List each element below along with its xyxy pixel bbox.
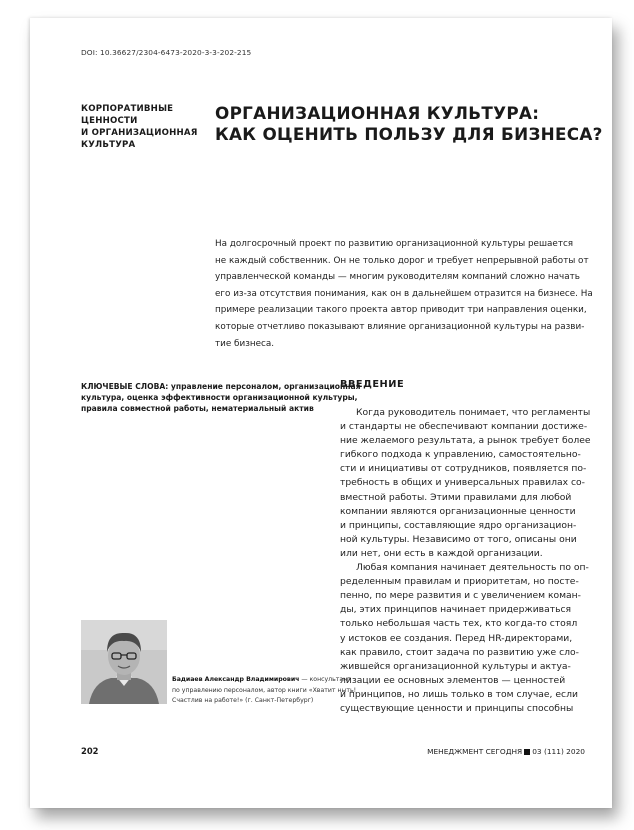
body-line: Когда руководитель понимает, что регламенты [356,407,591,418]
abstract-line: которые отчетливо показывают влияние организационной культуры на разви- [215,321,585,332]
author-name: Бадиаев Александр Владимирович [172,676,300,683]
body-line: и стандарты не обеспечивают компании достиже- [340,421,588,433]
body-line: вместной работы. Этими правилами для любой [340,491,572,503]
body-line: или нет, они есть в каждой организации. [340,547,543,559]
abstract-line: тие бизнеса. [215,338,275,349]
square-bullet-icon [524,749,530,755]
body-line: жившейся организационной культуры и актуа- [340,660,571,672]
keywords-line: культура, оценка эффективности организационной культуры, [81,393,358,402]
body-line: компании являются организационные ценности [340,505,576,517]
doi-line: DOI: 10.36627/2304-6473-2020-3-3-202-215 [81,48,252,57]
title-line: КАК ОЦЕНИТЬ ПОЛЬЗУ ДЛЯ БИЗНЕСА? [215,124,603,144]
abstract [215,236,593,352]
keywords [81,381,361,414]
section-heading: ВВЕДЕНИЕ [340,379,405,390]
body-text [340,406,590,716]
article-title [215,103,603,145]
rubric-line: КОРПОРАТИВНЫЕ [81,104,174,114]
rubric-line: И ОРГАНИЗАЦИОННАЯ [81,128,198,138]
author-bio-line: Счастлив на работе!» (г. Санкт-Петербург) [172,697,314,705]
body-line: требность в общих и универсальных правилах со- [340,477,585,489]
body-line: и принципы, составляющие ядро организацион- [340,519,577,531]
rubric [81,103,198,151]
body-line: гибкого подхода к управлению, самостоятельно- [340,449,581,461]
keywords-line: КЛЮЧЕВЫЕ СЛОВА: управление персоналом, организационная [81,382,361,391]
body-line: у истоков ее создания. Перед HR-директорами, [340,632,573,644]
body-line: ды, этих принципов начинает придерживаться [340,604,572,616]
body-line: лизации ее основных элементов — ценностей [340,674,566,686]
journal-name: МЕНЕДЖМЕНТ СЕГОДНЯ [427,747,523,756]
body-line: существующие ценности и принципы способны [340,702,574,714]
keywords-line: правила совместной работы, нематериальный актив [81,404,314,413]
abstract-line: управленческой команды — многим руководителям компаний сложно начать [215,272,580,283]
abstract-line: не каждый собственник. Он не только дорог и требует непрерывной работы от [215,255,589,266]
body-line: Любая компания начинает деятельность по оп- [356,562,589,574]
author-caption [172,675,357,707]
body-line: и принципов, но лишь только в том случае, если [340,688,578,700]
abstract-line: На долгосрочный проект по развитию организационной культуры решается [215,239,574,249]
author-portrait-icon [81,620,167,704]
rubric-line: ЦЕННОСТИ [81,116,138,126]
body-line: ние желаемого результата, а рынок требует более [340,435,591,447]
body-line: пенно, по мере развития и с увеличением коман- [340,590,582,602]
body-line: только небольшая часть тех, кто когда-то стоял [340,618,578,630]
body-line: ределенным правилам и приоритетам, но посте- [340,576,579,588]
body-line: сти и инициативы от сотрудников, появляется по- [340,463,587,475]
author-role: — консультант [299,676,351,683]
body-line: ной культуры. Независимо от того, описаны они [340,533,577,545]
journal-issue: 03 (111) 2020 [532,747,585,756]
author-photo [81,620,167,704]
journal-footer [427,747,585,756]
abstract-line: примере реализации такого проекта автор приводит три направления оценки, [215,305,587,316]
page-number: 202 [81,746,99,756]
abstract-line: его из-за отсутствия понимания, как он в дальнейшем отразится на бизнесе. На [215,288,593,299]
rubric-line: КУЛЬТУРА [81,140,136,150]
author-bio-line: по управлению персоналом, автор книги «Хватит ныть! [172,686,357,694]
body-line: как правило, стоит задача по развитию уже сло- [340,646,579,658]
title-line: ОРГАНИЗАЦИОННАЯ КУЛЬТУРА: [215,103,540,123]
